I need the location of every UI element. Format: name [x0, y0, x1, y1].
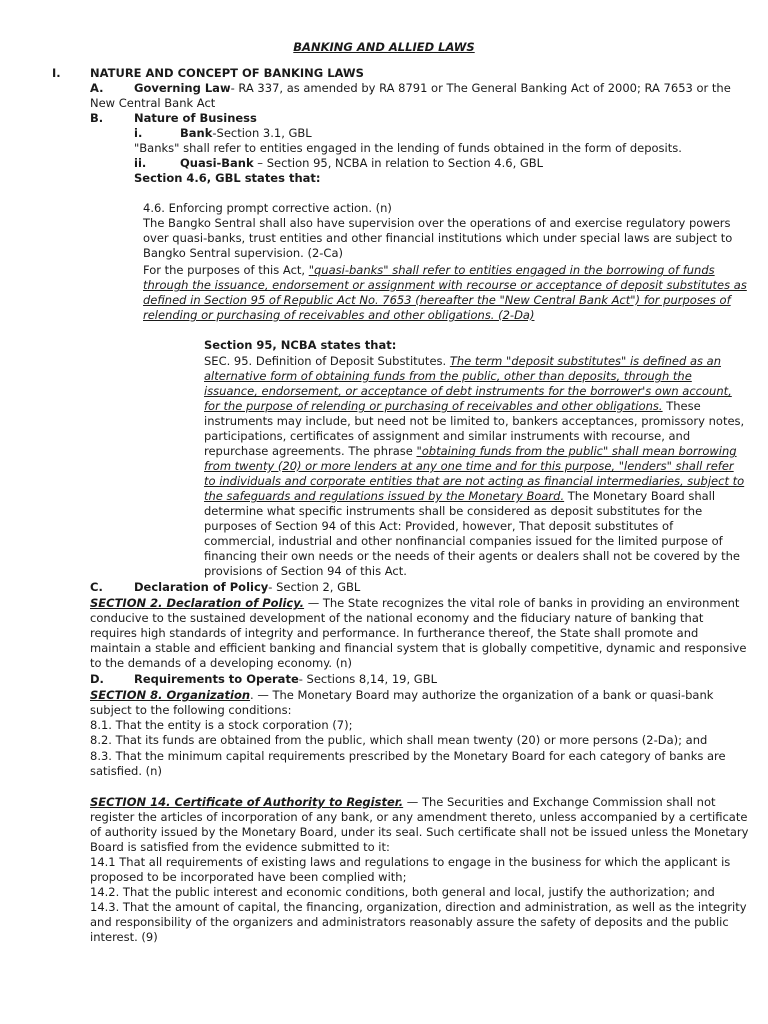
d-line: of authority issued by the Monetary Board, under its seal. Such certificate shall not be issued unless the Monetary	[90, 825, 749, 839]
section-8-title: SECTION 8. Organization	[90, 688, 251, 702]
d-line: proposed to be incorporated have been complied with;	[90, 870, 407, 884]
d-line: 14.1 That all requirements of existing laws and regulations to engage in the business for which the applicant is	[90, 855, 731, 869]
item-b-ii-label: Quasi-Bank	[180, 156, 254, 170]
s46-line: over quasi-banks, trust entities and other financial institutions which under special laws are subject to	[143, 231, 733, 245]
item-d-label: Requirements to Operate	[134, 672, 299, 686]
item-a-text2: New Central Bank Act	[90, 96, 216, 110]
s46-emphasis: through the issuance, endorsement or assignment with recourse or acceptance of deposit substitutes as	[143, 278, 747, 292]
s95-line: purposes of Section 94 of this Act: Provided, however, That deposit substitutes of	[204, 519, 674, 533]
s95-line	[204, 399, 701, 414]
section-number: I.	[52, 66, 61, 80]
d-line: 8.3. That the minimum capital requirements prescribed by the Monetary Board for each category of banks are	[90, 749, 726, 763]
c-text: — The State recognizes the vital role of banks in providing an environment	[304, 596, 740, 610]
s46-line: 4.6. Enforcing prompt corrective action. (n)	[143, 201, 392, 215]
d-line	[90, 795, 716, 810]
item-b-ii-num: ii.	[134, 156, 147, 170]
c-line: to the demands of a developing economy. (n)	[90, 656, 352, 670]
d-line: Board is satisfied from the evidence submitted to it:	[90, 840, 390, 854]
item-b-i-num: i.	[134, 126, 143, 140]
section-2-title: SECTION 2. Declaration of Policy.	[90, 596, 305, 610]
item-b-ii-text: – Section 95, NCBA in relation to Section 4.6, GBL	[253, 156, 544, 170]
d-line: 14.2. That the public interest and economic conditions, both general and local, justify the authorization; and	[90, 885, 715, 899]
item-c-line	[134, 580, 360, 595]
d-line: register the articles of incorporation of any bank, or any amendment thereto, unless accompanied by a certificate	[90, 810, 748, 824]
s46-emphasis: "quasi-banks" shall refer to entities engaged in the borrowing of funds	[308, 263, 715, 277]
s95-line	[204, 444, 737, 459]
s95-line	[204, 354, 721, 369]
section-14-title: SECTION 14. Certificate of Authority to Register.	[90, 795, 404, 809]
item-c-text: - Section 2, GBL	[268, 580, 361, 594]
c-line: conducive to the sustained development of the national economy and the fiduciary nature of banking that	[90, 611, 704, 625]
s95-line: determine what specific instruments shall be considered as deposit substitutes for the	[204, 504, 703, 518]
d-line: satisfied. (n)	[90, 764, 162, 778]
section-95-heading: Section 95, NCBA states that:	[204, 338, 397, 352]
d-line: 14.3. That the amount of capital, the financing, organization, direction and administration, as well as the integrity	[90, 900, 747, 914]
s95-line	[204, 489, 715, 504]
s95-emphasis: to individuals and corporate entities that are not acting as financial intermediaries, subject to	[204, 474, 745, 488]
item-b-i-label: Bank	[180, 126, 213, 140]
s95-emphasis: alternative form of obtaining funds from the public, other than deposits, through the	[204, 369, 692, 383]
item-a-letter: A.	[90, 81, 104, 95]
s95-line: financing their own needs or the needs of their agents or dealers shall not be covered by the	[204, 549, 741, 563]
item-c-letter: C.	[90, 580, 103, 594]
item-b-letter: B.	[90, 111, 104, 125]
s95-text: repurchase agreements. The phrase	[204, 444, 417, 458]
d-line: interest. (9)	[90, 930, 158, 944]
s95-emphasis: "obtaining funds from the public" shall mean borrowing	[416, 444, 737, 458]
d-line: 8.1. That the entity is a stock corporation (7);	[90, 718, 353, 732]
s95-text: The Monetary Board shall	[564, 489, 716, 503]
s95-line: provisions of Section 94 of this Act.	[204, 564, 407, 578]
s95-emphasis: the safeguards and regulations issued by the Monetary Board.	[204, 489, 565, 503]
s95-text: SEC. 95. Definition of Deposit Substitutes.	[204, 354, 450, 368]
s46-emphasis: relending or purchasing of receivables and other obligations. (2-Da)	[143, 308, 535, 322]
s46-line: The Bangko Sentral shall also have supervision over the operations of and exercise regulatory powers	[143, 216, 731, 230]
d-text: — The Securities and Exchange Commission shall not	[403, 795, 716, 809]
s46-line: Bangko Sentral supervision. (2-Ca)	[143, 246, 343, 260]
item-a-label: Governing Law	[134, 81, 231, 95]
c-line: maintain a stable and efficient banking and financial system that is globally competitive, dynamic and responsive	[90, 641, 747, 655]
c-line	[90, 596, 739, 611]
s46-text: For the purposes of this Act,	[143, 263, 309, 277]
item-b-label: Nature of Business	[134, 111, 257, 125]
item-b-i-line	[180, 126, 312, 141]
s95-emphasis: The term "deposit substitutes" is defined as an	[449, 354, 721, 368]
d-text: . — The Monetary Board may authorize the organization of a bank or quasi-bank	[250, 688, 714, 702]
s95-line: commercial, industrial and other nonfinancial companies issued for the limited purpose of	[204, 534, 723, 548]
bank-definition: "Banks" shall refer to entities engaged in the lending of funds obtained in the form of deposits.	[134, 141, 682, 155]
c-line: requires high standards of integrity and performance. In furtherance thereof, the State shall promote and	[90, 626, 699, 640]
s46-line	[143, 263, 715, 278]
d-line: 8.2. That its funds are obtained from the public, which shall mean twenty (20) or more persons (2-Da); and	[90, 733, 708, 747]
s95-line: participations, certificates of assignment and similar instruments with recourse, and	[204, 429, 691, 443]
s46-emphasis: defined in Section 95 of Republic Act No. 7653 (hereafter the "New Central Bank Act") for purposes of	[143, 293, 731, 307]
s95-line: instruments may include, but need not be limited to, bankers acceptances, promissory notes,	[204, 414, 745, 428]
item-d-line	[134, 672, 437, 687]
d-line: subject to the following conditions:	[90, 703, 292, 717]
item-c-label: Declaration of Policy	[134, 580, 269, 594]
item-b-ii-line	[180, 156, 543, 171]
s95-emphasis: for the purpose of relending or purchasing of receivables and other obligations.	[204, 399, 663, 413]
section-heading: NATURE AND CONCEPT OF BANKING LAWS	[90, 66, 364, 80]
d-line	[90, 688, 713, 703]
item-d-text: - Sections 8,14, 19, GBL	[298, 672, 437, 686]
item-a-line	[134, 81, 731, 96]
s95-emphasis: issuance, endorsement, or acceptance of debt instruments for the borrower's own account,	[204, 384, 732, 398]
item-d-letter: D.	[90, 672, 104, 686]
item-b-i-text: -Section 3.1, GBL	[212, 126, 312, 140]
document-title: BANKING AND ALLIED LAWS	[293, 40, 475, 54]
item-a-text: - RA 337, as amended by RA 8791 or The General Banking Act of 2000; RA 7653 or the	[230, 81, 731, 95]
s95-text: These	[662, 399, 701, 413]
s95-emphasis: from twenty (20) or more lenders at any one time and for this purpose, "lenders" shall refer	[204, 459, 734, 473]
section-46-heading: Section 4.6, GBL states that:	[134, 171, 321, 185]
d-line: and responsibility of the organizers and administrators reasonably assure the safety of deposits and the public	[90, 915, 729, 929]
